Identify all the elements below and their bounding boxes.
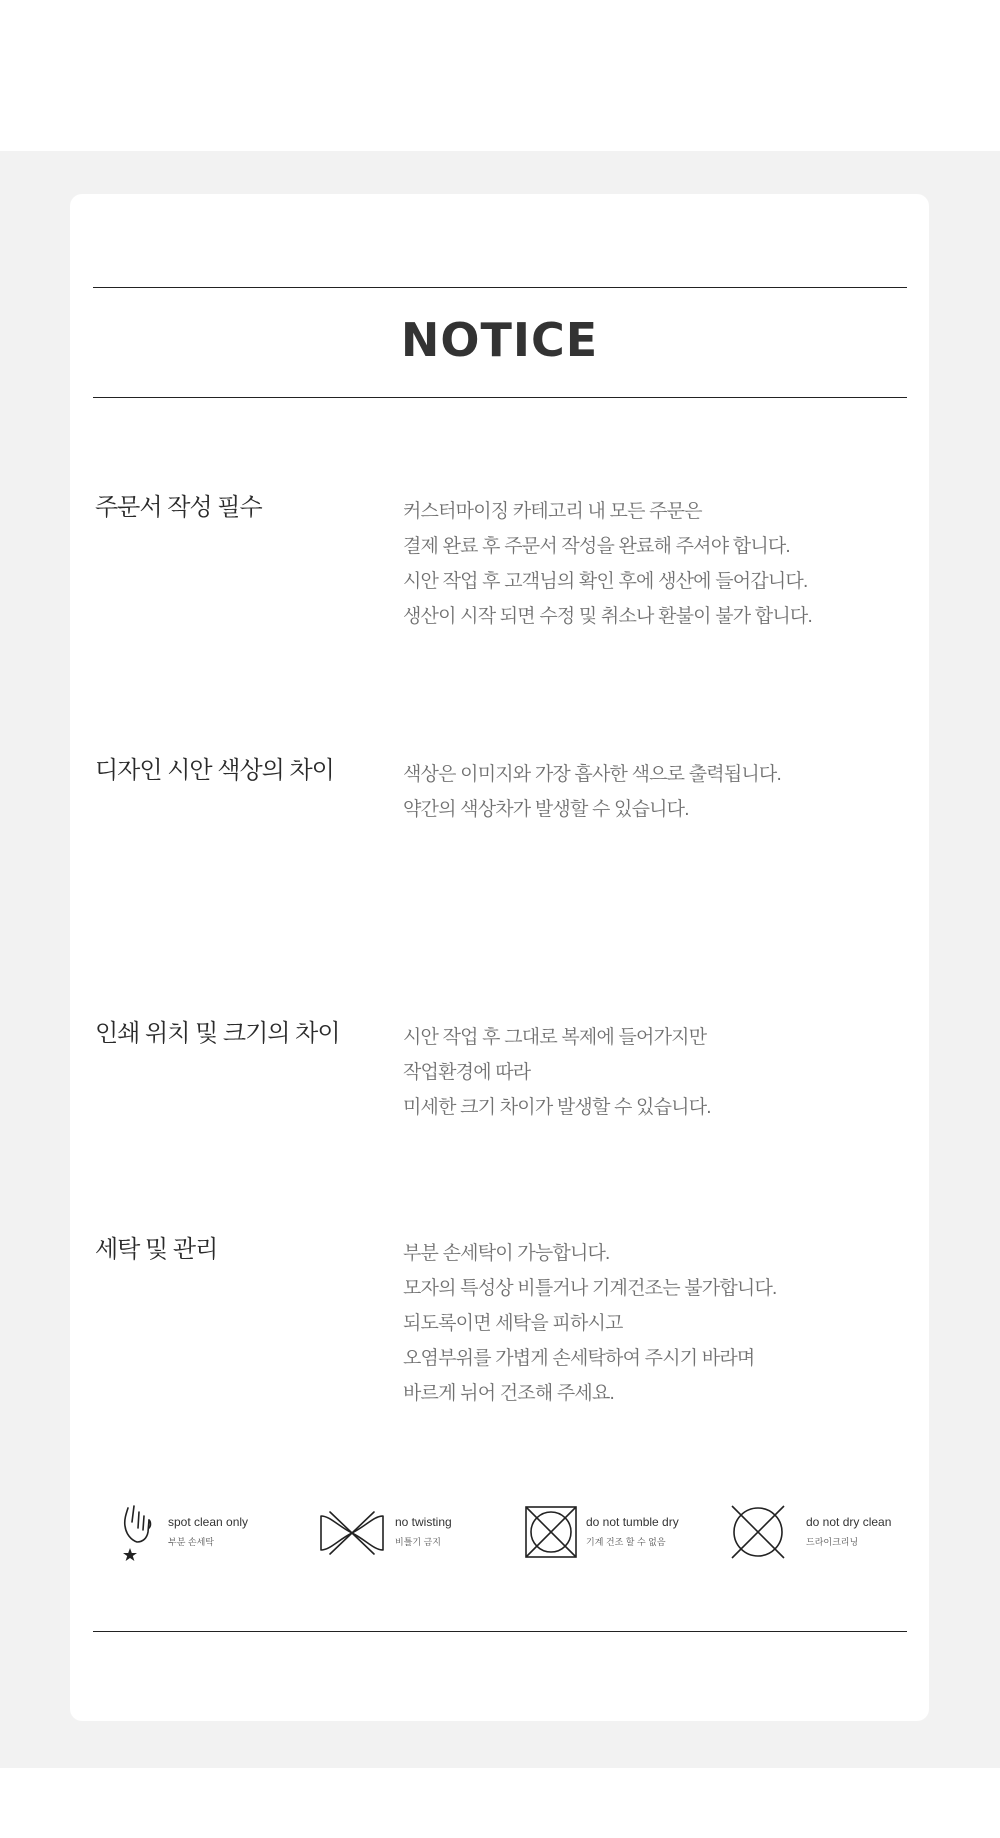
section-line: 시안 작업 후 그대로 복제에 들어가지만: [403, 1027, 707, 1048]
care-instructions-row: [70, 1504, 929, 1574]
section-line: 결제 완료 후 주문서 작성을 완료해 주셔야 합니다.: [403, 536, 790, 557]
notice-card: [70, 194, 929, 1721]
care-item-no-twisting: [318, 1504, 498, 1574]
section-line: 작업환경에 따라: [403, 1062, 531, 1083]
section-body: [403, 1236, 903, 1411]
section-line: 미세한 크기 차이가 발생할 수 있습니다.: [403, 1097, 711, 1118]
care-label-ko: 비틀기 금지: [395, 1537, 441, 1547]
section-line: 오염부위를 가볍게 손세탁하여 주시기 바라며: [403, 1348, 755, 1369]
care-item-spot-clean: [120, 1504, 300, 1574]
section-line: 되도록이면 세탁을 피하시고: [403, 1313, 623, 1334]
care-label-en: no twisting: [395, 1515, 452, 1529]
section-line: 약간의 색상차가 발생할 수 있습니다.: [403, 799, 689, 820]
section-heading: 세탁 및 관리: [95, 1236, 218, 1263]
section-line: 바르게 뉘어 건조해 주세요.: [403, 1383, 615, 1404]
section-line: 모자의 특성상 비틀거나 기계건조는 불가합니다.: [403, 1278, 777, 1299]
section-body: [403, 494, 903, 634]
care-label-en: do not dry clean: [806, 1515, 892, 1529]
care-label-en: spot clean only: [168, 1515, 249, 1529]
bottom-divider: [93, 1631, 907, 1632]
section-line: 생산이 시작 되면 수정 및 취소나 환불이 불가 합니다.: [403, 606, 812, 627]
care-label-ko: 부분 손세탁: [168, 1537, 214, 1547]
section-heading: 디자인 시안 색상의 차이: [95, 757, 334, 784]
no-wring-icon: [318, 1510, 386, 1556]
care-label-en: do not tumble dry: [586, 1515, 679, 1529]
section-heading: 주문서 작성 필수: [95, 494, 262, 521]
title-divider: [93, 397, 907, 398]
care-item-no-dry-clean: [730, 1504, 920, 1574]
top-divider: [93, 287, 907, 288]
section-line: 커스터마이징 카테고리 내 모든 주문은: [403, 501, 702, 522]
notice-title: NOTICE: [400, 313, 599, 367]
care-label-ko: 드라이크리닝: [806, 1537, 859, 1547]
section-body: [403, 1020, 903, 1125]
hand-wash-icon: [120, 1504, 154, 1566]
care-label-ko: 기계 건조 할 수 없음: [586, 1537, 666, 1547]
no-dry-clean-icon: [730, 1504, 786, 1560]
section-line: 부분 손세탁이 가능합니다.: [403, 1243, 610, 1264]
section-line: 색상은 이미지와 가장 흡사한 색으로 출력됩니다.: [403, 764, 781, 785]
section-line: 시안 작업 후 고객님의 확인 후에 생산에 들어갑니다.: [403, 571, 808, 592]
no-tumble-dry-icon: [524, 1504, 578, 1560]
section-body: [403, 757, 903, 827]
care-item-no-tumble-dry: [524, 1504, 724, 1574]
section-heading: 인쇄 위치 및 크기의 차이: [95, 1020, 340, 1047]
